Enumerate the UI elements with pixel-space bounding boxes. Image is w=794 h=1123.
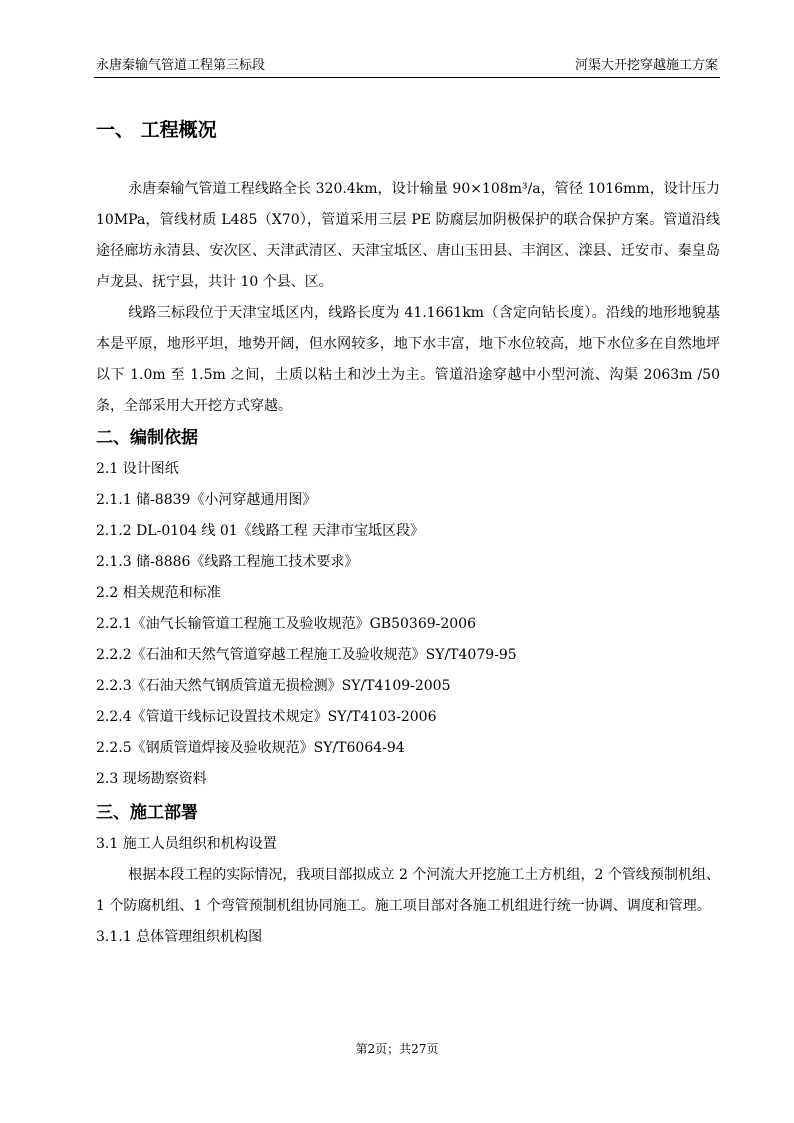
list-item: 2.1.3 储-8886《线路工程施工技术要求》 (96, 554, 359, 570)
page-number-footer: 第2页；共27页 (355, 1042, 439, 1056)
section-3-1-1-heading: 3.1.1 总体管理组织机构图 (96, 929, 263, 945)
section-1-title: 一、 工程概况 (96, 119, 217, 141)
list-item: 2.2.3《石油天然气钢质管道无损检测》SY/T4109-2005 (96, 678, 451, 694)
section-2-list (96, 454, 720, 795)
list-item: 2.1 设计图纸 (96, 461, 179, 477)
section-3-1-heading: 3.1 施工人员组织和机构设置 (96, 836, 277, 852)
header-divider (94, 77, 720, 78)
list-item: 2.2.1《油气长输管道工程施工及验收规范》GB50369-2006 (96, 616, 476, 632)
list-item: 2.2 相关规范和标准 (96, 585, 221, 601)
header-document-title: 河渠大开挖穿越施工方案 (574, 58, 718, 73)
section-3-paragraph-1: 根据本段工程的实际情况，我项目部拟成立 2 个河流大开挖施工土方机组，2 个管线预制机组、1 个防腐机组、1 个弯管预制机组协同施工。施工项目部对各施工机组进行统一协调、调度和管理。 (96, 867, 720, 914)
list-item: 2.2.5《钢质管道焊接及验收规范》SY/T6064-94 (96, 740, 405, 756)
list-item: 2.1.1 储-8839《小河穿越通用图》 (96, 492, 317, 508)
list-item: 2.1.2 DL-0104 线 01《线路工程 天津市宝坻区段》 (96, 523, 425, 539)
list-item: 2.2.4《管道干线标记设置技术规定》SY/T4103-2006 (96, 709, 437, 725)
section-2-title: 二、编制依据 (96, 428, 198, 448)
list-item: 2.2.2《石油和天然气管道穿越工程施工及验收规范》SY/T4079-95 (96, 647, 517, 663)
list-item: 2.3 现场勘察资料 (96, 771, 207, 787)
page-content (96, 116, 720, 953)
section-1-paragraph-1: 永唐秦输气管道工程线路全长 320.4km，设计输量 90×108m³/a，管径 1016mm，设计压力 10MPa，管线材质 L485（X70），管道采用三层 PE 防腐层加阴极保护的联合保护方案。管道沿线途径廊坊永清县、安次区、天津武清区、天津宝坻区、唐山玉田县、丰润区、滦县、迁安市、秦皇岛卢龙县、抚宁县，共计 10 个县、区。 (96, 181, 720, 290)
header-project-name: 永唐秦输气管道工程第三标段 (96, 58, 266, 73)
section-1-paragraph-2: 线路三标段位于天津宝坻区内，线路长度为 41.1661km（含定向钻长度）。沿线的地形地貌基本是平原，地形平坦，地势开阔，但水网较多，地下水丰富，地下水位较高，地下水位多在自然地坪以下 1.0m 至 1.5m 之间，土质以粘土和沙土为主。管道沿途穿越中小型河流、沟渠 2063m /50 条，全部采用大开挖方式穿越。 (96, 305, 720, 414)
section-3-title: 三、施工部署 (96, 803, 198, 823)
